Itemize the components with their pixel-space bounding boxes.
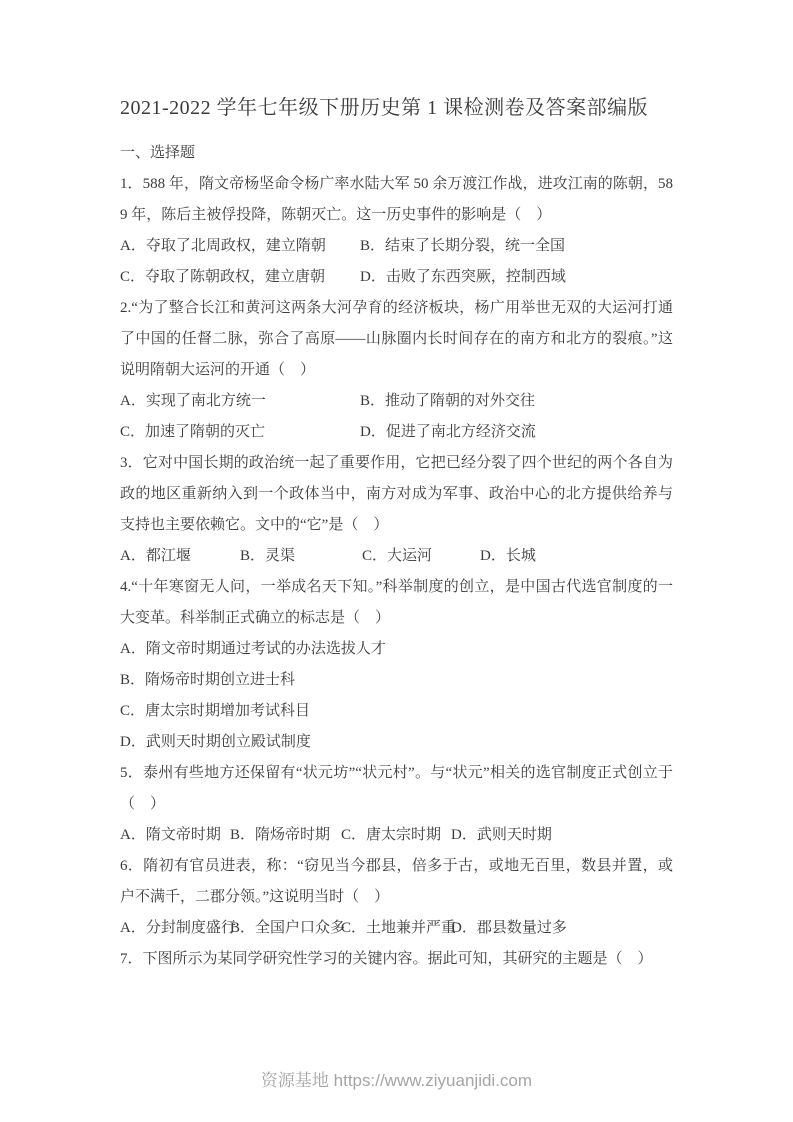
- option: A．隋文帝时期通过考试的办法选拔人才: [120, 641, 386, 657]
- footer-link[interactable]: 资源基地 https://www.ziyuanjidi.com: [260, 1071, 533, 1090]
- option: D．击败了东西突厥，控制西域: [360, 269, 566, 285]
- option: D．武则天时期创立殿试制度: [120, 734, 311, 750]
- question-stem: 1．588 年，隋文帝杨坚命令杨广率水陆大军 50 余万渡江作战，进攻江南的陈朝，589 年，陈后主被俘投降，陈朝灭亡。这一历史事件的影响是（ ）: [120, 176, 673, 223]
- option: A．实现了南北方统一: [120, 393, 266, 409]
- option: D．郡县数量过多: [451, 920, 567, 936]
- question-stem: 7．下图所示为某同学研究性学习的关键内容。据此可知，其研究的主题是（ ）: [120, 951, 653, 967]
- option: B．灵渠: [240, 548, 296, 564]
- option: C．土地兼并严重: [341, 920, 457, 936]
- options: [120, 913, 673, 944]
- question-stem: 6．隋初有官员进表，称：“窃见当今郡县，倍多于古，或地无百里，数县并置，或户不满千，二郡分领。”这说明当时（ ）: [120, 858, 673, 905]
- option: C．加速了隋朝的灭亡: [120, 424, 266, 440]
- option: C．大运河: [362, 548, 433, 564]
- questions: [120, 169, 673, 975]
- option: B．隋炀帝时期创立进士科: [120, 672, 296, 688]
- option: B．全国户口众多: [230, 920, 346, 936]
- question-stem: 3．它对中国长期的政治统一起了重要作用，它把已经分裂了四个世纪的两个各自为政的地区重新纳入到一个政体当中，南方对成为军事、政治中心的北方提供给养与支持也主要依赖它。文中的“它”是（ ）: [120, 455, 673, 533]
- option: C．唐太宗时期增加考试科目: [120, 703, 311, 719]
- option: A．分封制度盛行: [120, 920, 236, 936]
- options: [120, 231, 673, 293]
- question: [120, 169, 673, 293]
- option: A．夺取了北周政权，建立隋朝: [120, 238, 326, 254]
- page-title: 2021-2022 学年七年级下册历史第 1 课检测卷及答案部编版: [120, 97, 649, 119]
- option: A．都江堰: [120, 548, 191, 564]
- question-stem: 5．泰州有些地方还保留有“状元坊”“状元村”。与“状元”相关的选官制度正式创立于（ ）: [120, 765, 673, 812]
- document-page: [120, 93, 673, 975]
- option: B．推动了隋朝的对外交往: [360, 393, 536, 409]
- option: C．唐太宗时期: [341, 827, 442, 843]
- question-stem: 2.“为了整合长江和黄河这两条大河孕育的经济板块，杨广用举世无双的大运河打通了中国的任督二脉，弥合了高原——山脉圈内长时间存在的南方和北方的裂痕。”这说明隋朝大运河的开通（ ）: [120, 300, 673, 378]
- options: [120, 634, 673, 758]
- options: [120, 386, 673, 448]
- question-stem: 4.“十年寒窗无人问，一举成名天下知。”科举制度的创立，是中国古代选官制度的一大变革。科举制正式确立的标志是（ ）: [120, 579, 673, 626]
- question: [120, 944, 673, 975]
- options: [120, 820, 673, 851]
- option: B．结束了长期分裂，统一全国: [360, 238, 566, 254]
- question: [120, 293, 673, 448]
- option: C．夺取了陈朝政权，建立唐朝: [120, 269, 326, 285]
- section-heading: 一、选择题: [120, 145, 196, 161]
- question: [120, 572, 673, 758]
- option: B．隋炀帝时期: [230, 827, 331, 843]
- option: D．促进了南北方经济交流: [360, 424, 536, 440]
- option: A．隋文帝时期: [120, 827, 221, 843]
- options: [120, 541, 673, 572]
- question: [120, 758, 673, 851]
- option: D．武则天时期: [451, 827, 552, 843]
- option: D．长城: [480, 548, 536, 564]
- question: [120, 851, 673, 944]
- question: [120, 448, 673, 572]
